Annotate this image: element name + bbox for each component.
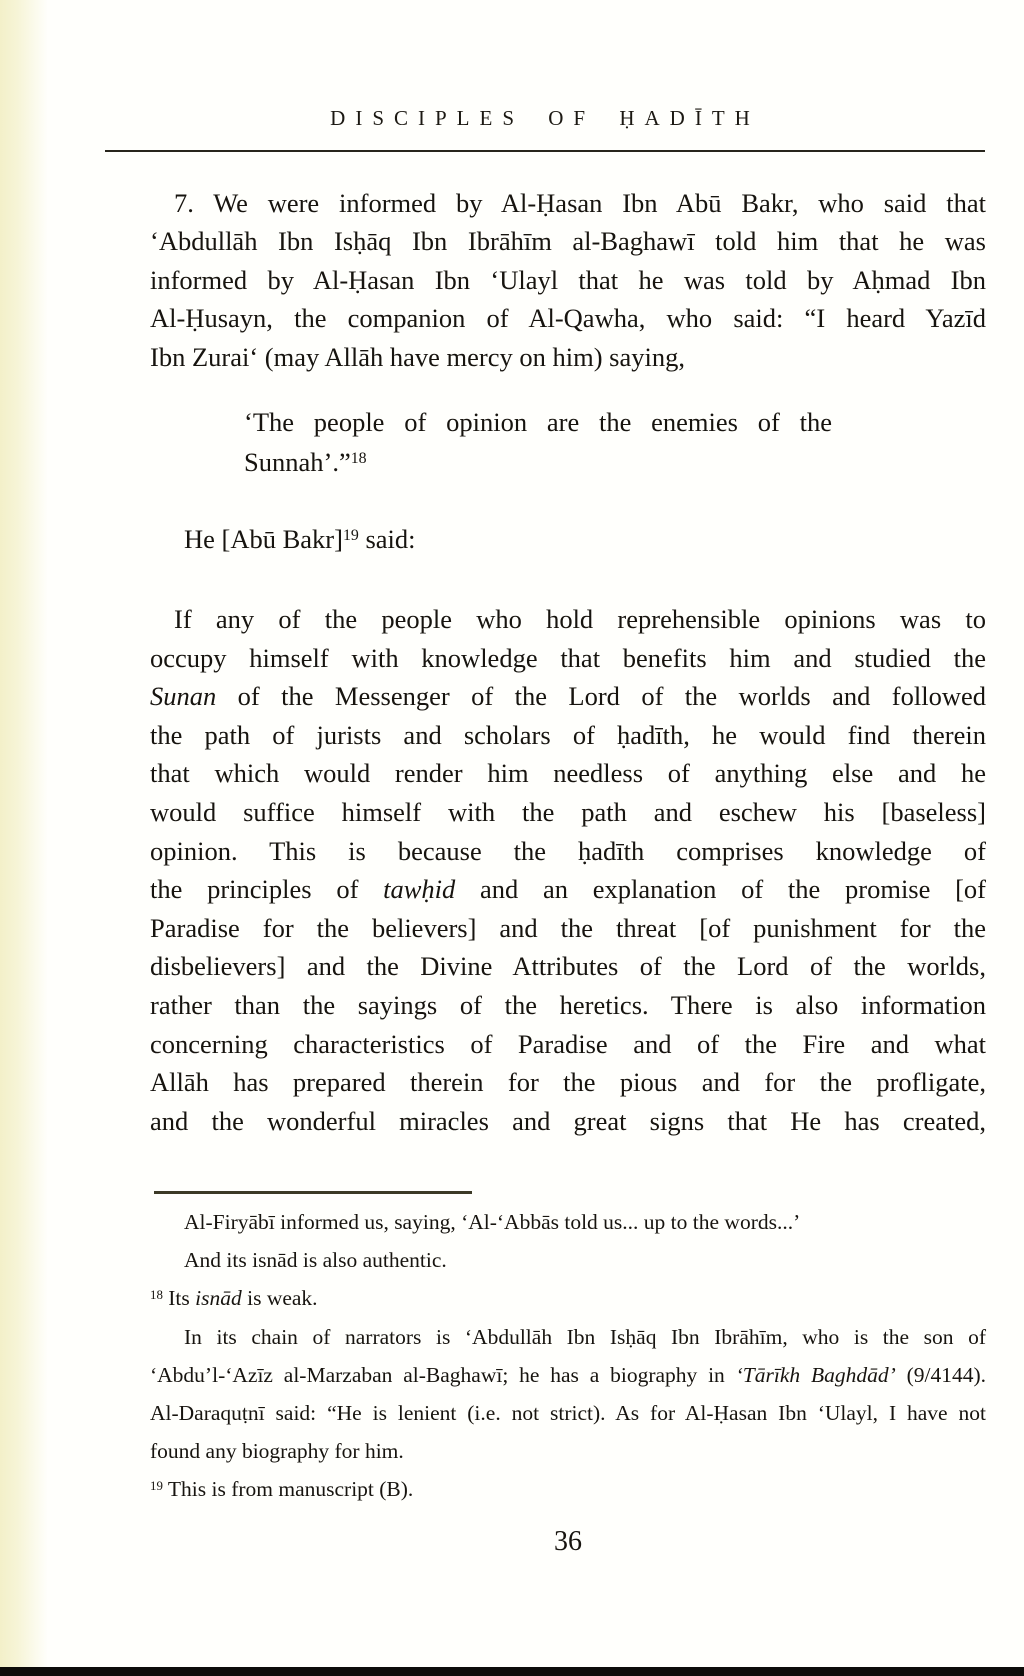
- text-line: [244, 402, 832, 442]
- footnotes-block: [150, 1203, 986, 1509]
- footnote-reference: 18: [350, 450, 367, 468]
- text-segment: rather than the sayings of the heretics. There is also information: [150, 989, 986, 1020]
- text-line: [150, 261, 986, 299]
- page-number: 36: [554, 1526, 582, 1557]
- header-rule: [105, 150, 985, 152]
- text-segment: Ibn Zurai‘ (may Allāh have mercy on him) saying,: [150, 341, 685, 372]
- text-segment: ‘The people of opinion are the enemies of the: [244, 407, 832, 437]
- text-line: [150, 639, 986, 678]
- text-segment: Allāh has prepared therein for the pious and for the profligate,: [150, 1067, 986, 1098]
- text-segment: Al-Daraquṭnī said: “He is lenient (i.e. not strict). As for Al-Ḥasan Ibn ‘Ulayl, I have not: [150, 1401, 986, 1426]
- text-line: [150, 716, 986, 755]
- footnote-reference: 18: [150, 1287, 163, 1302]
- text-segment: and an explanation of the promise [of: [455, 874, 987, 905]
- hadith-quote-block: [244, 402, 832, 482]
- hadith-narration-paragraph: [150, 184, 986, 376]
- commentary-paragraph: [150, 600, 986, 1140]
- text-segment: that which would render him needless of anything else and he: [150, 758, 986, 789]
- text-line: [150, 909, 986, 948]
- text-segment: (9/4144).: [895, 1362, 987, 1387]
- text-line: [150, 1279, 986, 1317]
- footnote-separator: [154, 1191, 472, 1194]
- text-segment: the principles of: [150, 874, 384, 905]
- text-segment: Paradise for the believers] and the threat [of punishment for the: [150, 912, 986, 943]
- text-segment: would suffice himself with the path and eschew his [baseless]: [150, 796, 986, 827]
- text-segment: Al-Ḥusayn, the companion of Al-Qawha, who said: “I heard Yazīd: [150, 303, 986, 334]
- text-line: [150, 677, 986, 716]
- running-header: DISCIPLES OF ḤADĪTH: [330, 106, 760, 130]
- text-line: [150, 1470, 986, 1508]
- text-segment: said:: [358, 524, 416, 554]
- text-line: [150, 1102, 986, 1141]
- text-segment: ‘Abdullāh Ibn Isḥāq Ibn Ibrāhīm al-Baghawī told him that he was: [150, 226, 986, 257]
- text-segment: And its isnād is also authentic.: [184, 1248, 447, 1273]
- text-line: [150, 870, 986, 909]
- text-line: [150, 299, 986, 337]
- text-segment: He [Abū Bakr]: [184, 524, 343, 554]
- text-segment: ‘Abdu’l-‘Azīz al-Marzaban al-Baghawī; he has a biography in: [150, 1362, 736, 1387]
- text-segment: Sunnah’.”: [244, 447, 351, 477]
- text-line: [150, 1318, 986, 1356]
- text-segment: This is from manuscript (B).: [162, 1477, 414, 1502]
- text-segment: Sunan: [150, 681, 217, 712]
- text-segment: found any biography for him.: [150, 1439, 404, 1464]
- text-segment: In its chain of narrators is ‘Abdullāh Ibn Isḥāq Ibn Ibrāhīm, who is the son of: [184, 1324, 986, 1349]
- page-edge-left: [0, 0, 48, 1676]
- text-line: [150, 986, 986, 1025]
- text-line: [150, 1203, 986, 1241]
- text-segment: isnād: [195, 1286, 242, 1311]
- text-segment: occupy himself with knowledge that benefits him and studied the: [150, 642, 986, 673]
- text-segment: tawḥid: [383, 874, 456, 905]
- text-line: [150, 1432, 986, 1470]
- text-segment: disbelievers] and the Divine Attributes of the Lord of the worlds,: [150, 951, 986, 982]
- text-line: [150, 1063, 986, 1102]
- text-line: [150, 222, 986, 260]
- text-segment: and the wonderful miracles and great signs that He has created,: [150, 1105, 986, 1136]
- text-segment: ‘Tārīkh Baghdād’: [735, 1362, 896, 1387]
- text-line: [150, 600, 986, 639]
- text-segment: If any of the people who hold reprehensible opinions was to: [174, 604, 986, 634]
- text-line: [150, 1394, 986, 1432]
- text-line: [150, 338, 986, 376]
- text-segment: concerning characteristics of Paradise and of the Fire and what: [150, 1028, 986, 1059]
- text-line: [150, 754, 986, 793]
- text-line: [150, 793, 986, 832]
- text-segment: Its: [162, 1286, 196, 1311]
- text-segment: of the Messenger of the Lord of the worlds and followed: [216, 681, 986, 712]
- text-line: [150, 184, 986, 222]
- text-segment: 7. We were informed by Al-Ḥasan Ibn Abū Bakr, who said that: [174, 188, 986, 218]
- speaker-line: [150, 520, 986, 558]
- text-line: [150, 947, 986, 986]
- text-line: [244, 442, 832, 482]
- footnote-reference: 19: [342, 527, 359, 545]
- text-line: [150, 1241, 986, 1279]
- text-line: [150, 520, 986, 558]
- text-segment: Al-Firyābī informed us, saying, ‘Al-‘Abbās told us... up to the words...’: [184, 1210, 801, 1234]
- text-line: [150, 832, 986, 871]
- text-segment: informed by Al-Ḥasan Ibn ‘Ulayl that he was told by Aḥmad Ibn: [150, 264, 986, 295]
- footnote-reference: 19: [150, 1478, 163, 1493]
- text-segment: is weak.: [241, 1286, 318, 1311]
- text-line: [150, 1356, 986, 1394]
- text-segment: opinion. This is because the ḥadīth comprises knowledge of: [150, 835, 986, 866]
- text-line: [150, 1025, 986, 1064]
- text-segment: the path of jurists and scholars of ḥadīth, he would find therein: [150, 719, 986, 750]
- scan-edge-bottom: [0, 1667, 1024, 1676]
